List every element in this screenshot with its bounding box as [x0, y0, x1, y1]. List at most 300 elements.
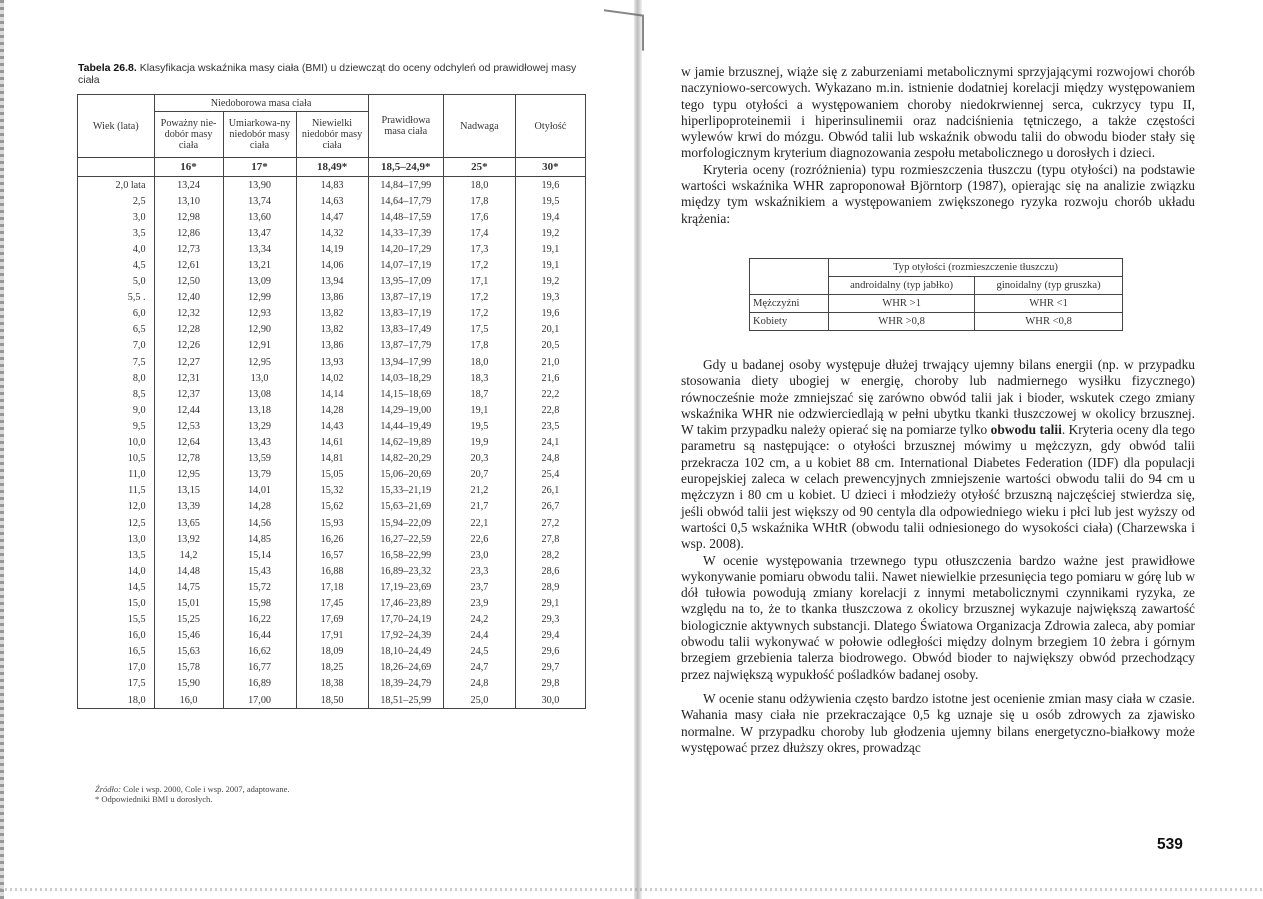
table-cell: 17,91: [296, 628, 368, 644]
table-cell: 13,34: [223, 241, 296, 257]
table-cell: 22,8: [515, 402, 585, 418]
table-cell: 15,98: [223, 595, 296, 611]
table-row: [78, 402, 586, 418]
header-overweight: Nadwaga: [444, 95, 516, 158]
table-cell: 15,05: [296, 467, 368, 483]
table-cell: 15,14: [223, 547, 296, 563]
table-cell: 14,83: [296, 177, 368, 194]
table-cell: 14,33–17,39: [368, 225, 444, 241]
table-cell: 29,6: [515, 644, 585, 660]
table-cell: 12,31: [154, 370, 223, 386]
table-cell: 13,59: [223, 451, 296, 467]
table-cell: 14,48–17,59: [368, 209, 444, 225]
table-cell: 14,15–18,69: [368, 386, 444, 402]
table-row: [78, 579, 586, 595]
table-cell: 18,10–24,49: [368, 644, 444, 660]
table-cell: 13,0: [223, 370, 296, 386]
table-cell: 14,75: [154, 579, 223, 595]
table-cell: 13,86: [296, 290, 368, 306]
table-cell: 17,5: [78, 676, 155, 692]
source-text: Cole i wsp. 2000, Cole i wsp. 2007, adaptowane.: [123, 784, 290, 794]
table-cell: 13,87–17,19: [368, 290, 444, 306]
table-cell: 15,25: [154, 612, 223, 628]
table-cell: 12,26: [154, 338, 223, 354]
table-cell: 13,5: [78, 547, 155, 563]
table-cell: 12,5: [78, 515, 155, 531]
table-cell: 14,63: [296, 193, 368, 209]
table-cell: 29,4: [515, 628, 585, 644]
table-cell: 15,63: [154, 644, 223, 660]
table-cell: 17,45: [296, 595, 368, 611]
table-cell: 15,01: [154, 595, 223, 611]
table-cell: 14,47: [296, 209, 368, 225]
table-cell: 14,06: [296, 257, 368, 273]
table-cell: 17,18: [296, 579, 368, 595]
table-cell: 2,0 lata: [78, 177, 155, 194]
table-caption-label: Tabela 26.8.: [78, 62, 137, 74]
table-cell: 14,62–19,89: [368, 435, 444, 451]
table-row: [78, 612, 586, 628]
table-cell: 8,5: [78, 386, 155, 402]
table-cell: 13,83–17,49: [368, 322, 444, 338]
table-cell: 20,5: [515, 338, 585, 354]
table-cell: 24,7: [444, 660, 516, 676]
table-cell: 12,50: [154, 274, 223, 290]
table-cell: 18,25: [296, 660, 368, 676]
table-cell: 14,61: [296, 435, 368, 451]
table-cell: 17,8: [444, 338, 516, 354]
table-cell: 18,7: [444, 386, 516, 402]
asterisk-note: * Odpowiedniki BMI u dorosłych.: [95, 794, 213, 804]
table-cell: 15,63–21,69: [368, 499, 444, 515]
table-cell: 17,19–23,69: [368, 579, 444, 595]
table-cell: 21,7: [444, 499, 516, 515]
table-cell: 14,84–17,99: [368, 177, 444, 194]
header-severe: Poważny nie-dobór masy ciała: [154, 112, 223, 158]
table-cell: 13,83–17,19: [368, 306, 444, 322]
table-cell: 13,10: [154, 193, 223, 209]
scan-bottom-edge: [0, 888, 1263, 891]
table-cell: 19,2: [515, 274, 585, 290]
table-cell: 12,64: [154, 435, 223, 451]
table-cell: 13,93: [296, 354, 368, 370]
table-cell: 19,2: [515, 225, 585, 241]
table-row: [78, 499, 586, 515]
table-cell: 19,3: [515, 290, 585, 306]
table-cell: 24,2: [444, 612, 516, 628]
right-text-top: [681, 64, 1195, 227]
table-cell: 14,20–17,29: [368, 241, 444, 257]
table-cell: 15,72: [223, 579, 296, 595]
table-cell: 29,7: [515, 660, 585, 676]
table-cell: 17,3: [444, 241, 516, 257]
table-cell: 14,0: [78, 563, 155, 579]
table-cell: 26,1: [515, 483, 585, 499]
paragraph-3: [681, 357, 1195, 553]
table-cell: 13,90: [223, 177, 296, 194]
table-cell: 13,43: [223, 435, 296, 451]
table-cell: 13,95–17,09: [368, 274, 444, 290]
table-cell: 22,2: [515, 386, 585, 402]
whr-android: androidalny (typ jabłko): [829, 277, 975, 295]
table-cell: 16,27–22,59: [368, 531, 444, 547]
paragraph-1: w jamie brzusznej, wiąże się z zaburzeniami metabolicznymi sprzyjającymi rozwojowi chorób naczyniowo-sercowych. Wykazano m.in. istnienie dodatniej korelacji między występowaniem tego typu otyłości a występowaniem choroby niedokrwiennej serca, cukrzycy typu II, hiperlipoproteinemii i hiperinsulinemii oraz nadciśnienia tętniczego, a także częstości wylewów krwi do mózgu. Obwód talii lub wskaźnik obwodu talii do obwodu bioder stały się morfologicznym kryterium diagnozowania zespołu metabolicznego u dorosłych i dzieci.: [681, 64, 1195, 161]
cutoff-age: [78, 158, 155, 177]
table-cell: 13,08: [223, 386, 296, 402]
table-cell: 28,2: [515, 547, 585, 563]
table-cell: 9,0: [78, 402, 155, 418]
table-cell: 14,28: [223, 499, 296, 515]
table-cell: 19,6: [515, 177, 585, 194]
table-cell: 18,26–24,69: [368, 660, 444, 676]
table-cell: 12,32: [154, 306, 223, 322]
table-cell: 18,50: [296, 692, 368, 709]
table-cell: 14,5: [78, 579, 155, 595]
table-cell: 20,1: [515, 322, 585, 338]
table-cell: 21,6: [515, 370, 585, 386]
whr-row-label: Mężczyźni: [750, 295, 829, 313]
table-cell: 14,02: [296, 370, 368, 386]
table-cell: 12,28: [154, 322, 223, 338]
table-cell: 19,6: [515, 306, 585, 322]
table-cell: 14,43: [296, 418, 368, 434]
table-row: [78, 467, 586, 483]
table-cell: 18,39–24,79: [368, 676, 444, 692]
table-cell: 2,5: [78, 193, 155, 209]
whr-cell: WHR >1: [829, 295, 975, 313]
table-cell: 17,1: [444, 274, 516, 290]
whr-header: Typ otyłości (rozmieszczenie tłuszczu): [829, 259, 1123, 277]
bmi-table-body: [78, 177, 586, 709]
table-cell: 24,4: [444, 628, 516, 644]
table-cell: 19,1: [515, 241, 585, 257]
table-cell: 17,2: [444, 290, 516, 306]
whr-cell: WHR <1: [975, 295, 1123, 313]
table-cell: 13,79: [223, 467, 296, 483]
table-cell: 23,0: [444, 547, 516, 563]
table-cell: 20,3: [444, 451, 516, 467]
table-row: [78, 193, 586, 209]
table-cell: 14,14: [296, 386, 368, 402]
table-row: [78, 644, 586, 660]
table-cell: 18,09: [296, 644, 368, 660]
table-cell: 15,32: [296, 483, 368, 499]
table-row: [78, 547, 586, 563]
table-cell: 16,58–22,99: [368, 547, 444, 563]
whr-row-label: Kobiety: [750, 313, 829, 331]
table-cell: 29,1: [515, 595, 585, 611]
table-cell: 10,5: [78, 451, 155, 467]
table-row: [78, 418, 586, 434]
table-cell: 11,0: [78, 467, 155, 483]
table-cell: 17,70–24,19: [368, 612, 444, 628]
right-text-bottom: [681, 357, 1195, 756]
table-row: [78, 692, 586, 709]
table-cell: 5,0: [78, 274, 155, 290]
table-row: [78, 563, 586, 579]
table-row: [78, 177, 586, 194]
table-row: [78, 451, 586, 467]
header-normal: Prawidłowa masa ciała: [368, 95, 444, 158]
table-cell: 25,4: [515, 467, 585, 483]
table-cell: 23,7: [444, 579, 516, 595]
page-number: 539: [1157, 836, 1183, 853]
table-cell: 16,89: [223, 676, 296, 692]
table-cell: 18,3: [444, 370, 516, 386]
header-moderate: Umiarkowa-ny niedobór masy ciała: [223, 112, 296, 158]
table-cell: 12,78: [154, 451, 223, 467]
table-cell: 7,5: [78, 354, 155, 370]
table-cell: 9,5: [78, 418, 155, 434]
table-cell: 14,03–18,29: [368, 370, 444, 386]
table-cell: 13,60: [223, 209, 296, 225]
table-cell: 14,56: [223, 515, 296, 531]
whr-cell: WHR >0,8: [829, 313, 975, 331]
table-cell: 15,78: [154, 660, 223, 676]
table-cell: 12,86: [154, 225, 223, 241]
table-cell: 23,9: [444, 595, 516, 611]
table-cell: 17,6: [444, 209, 516, 225]
table-cell: 14,85: [223, 531, 296, 547]
table-cell: 13,94: [296, 274, 368, 290]
table-cell: 15,94–22,09: [368, 515, 444, 531]
table-cell: 16,22: [223, 612, 296, 628]
cutoff-normal: 18,5–24,9*: [368, 158, 444, 177]
table-cell: 15,5: [78, 612, 155, 628]
table-cell: 12,27: [154, 354, 223, 370]
table-cell: 13,92: [154, 531, 223, 547]
table-cell: 18,0: [78, 692, 155, 709]
paragraph-3-bold: obwodu talii: [990, 422, 1062, 438]
table-cell: 27,8: [515, 531, 585, 547]
cutoff-obesity: 30*: [515, 158, 585, 177]
table-cell: 3,0: [78, 209, 155, 225]
header-age: Wiek (lata): [78, 95, 155, 158]
table-cell: 24,8: [444, 676, 516, 692]
table-row: [78, 660, 586, 676]
table-row: [78, 257, 586, 273]
table-cell: 16,88: [296, 563, 368, 579]
table-cell: 17,69: [296, 612, 368, 628]
table-cell: 12,99: [223, 290, 296, 306]
paragraph-3-end: . Kryteria oceny dla tego parametru są następujące: o otyłości brzusznej mówimy u mężczyzn, gdy obwód talii przekracza 102 cm, a u kobiet 88 cm. International Diabetes Federation (IDF) dla populacji europejskiej zaleca w celach prewencyjnych zmniejszenie wartości obwodu talii do 94 cm u mężczyzn i 80 cm u kobiet. U dzieci i młodzieży otyłość brzuszną najczęściej stwierdza się, jeśli obwód talii jest większy od 90 centyla dla odpowiedniego wieku i płci lub jest wyższy od wartości 0,5 wskaźnika WHtR (obwodu talii odniesionego do wysokości ciała) (Charzewska i wsp. 2008).: [681, 422, 1195, 552]
table-row: [78, 338, 586, 354]
table-cell: 15,0: [78, 595, 155, 611]
table-cell: 10,0: [78, 435, 155, 451]
table-cell: 13,15: [154, 483, 223, 499]
table-cell: 18,0: [444, 177, 516, 194]
cutoff-severe: 16*: [154, 158, 223, 177]
table-cell: 13,39: [154, 499, 223, 515]
table-cell: 21,0: [515, 354, 585, 370]
table-caption-text: Klasyfikacja wskaźnika masy ciała (BMI) u dziewcząt do oceny odchyleń od prawidłowej masy ciała: [78, 62, 577, 86]
table-cell: 16,44: [223, 628, 296, 644]
table-cell: 19,1: [444, 402, 516, 418]
table-cell: 4,0: [78, 241, 155, 257]
table-cell: 14,2: [154, 547, 223, 563]
source-note: [95, 784, 290, 794]
table-cell: 16,62: [223, 644, 296, 660]
table-cell: 22,1: [444, 515, 516, 531]
table-cell: 19,5: [515, 193, 585, 209]
source-label: Źródło:: [95, 784, 121, 794]
table-cell: 13,0: [78, 531, 155, 547]
table-cell: 6,5: [78, 322, 155, 338]
table-row: [78, 676, 586, 692]
table-cell: 17,2: [444, 306, 516, 322]
whr-empty-corner: [750, 259, 829, 295]
table-row: [78, 515, 586, 531]
table-row: [78, 241, 586, 257]
table-row: [78, 595, 586, 611]
table-cell: 13,74: [223, 193, 296, 209]
table-cell: 13,82: [296, 306, 368, 322]
table-cell: 23,5: [515, 418, 585, 434]
table-cell: 13,21: [223, 257, 296, 273]
table-cell: 29,3: [515, 612, 585, 628]
table-cell: 17,0: [78, 660, 155, 676]
table-cell: 14,32: [296, 225, 368, 241]
table-cell: 13,47: [223, 225, 296, 241]
table-cell: 17,00: [223, 692, 296, 709]
table-cell: 12,40: [154, 290, 223, 306]
table-cell: 13,86: [296, 338, 368, 354]
table-row: [78, 209, 586, 225]
table-cell: 16,89–23,32: [368, 563, 444, 579]
table-cell: 12,93: [223, 306, 296, 322]
table-cell: 13,94–17,99: [368, 354, 444, 370]
table-cell: 26,7: [515, 499, 585, 515]
table-cell: 28,9: [515, 579, 585, 595]
table-cell: 19,5: [444, 418, 516, 434]
table-caption: [78, 62, 598, 86]
table-cell: 15,93: [296, 515, 368, 531]
table-cell: 13,65: [154, 515, 223, 531]
table-cell: 13,29: [223, 418, 296, 434]
table-cell: 15,43: [223, 563, 296, 579]
table-row: [78, 274, 586, 290]
table-cell: 21,2: [444, 483, 516, 499]
table-cell: 12,53: [154, 418, 223, 434]
table-row: [78, 435, 586, 451]
paragraph-4: W ocenie występowania trzewnego typu otłuszczenia bardzo ważne jest prawidłowe wykonywanie pomiaru obwodu talii. Nawet niewielkie przesunięcia tego pomiaru w górę lub w dół tułowia powodują zmiany korelacji z innymi metabolicznymi czynnikami ryzyka, ze względu na to, że to tkanka tłuszczowa z okolicy brzusznej wykazuje największą zawartość biologicznie aktywnych substancji. Dlatego Światowa Organizacja Zdrowia zaleca, aby pomiar obwodu talii wykonywać w połowie odległości między dolnym brzegiem 10 żebra i górnym brzegiem grzebienia talerza biodrowego. Obwód bioder to największy obwód przechodzący przez największą wypukłość pośladków badanej osoby.: [681, 552, 1195, 682]
table-row: [78, 370, 586, 386]
table-cell: 24,5: [444, 644, 516, 660]
table-cell: 14,82–20,29: [368, 451, 444, 467]
table-cell: 12,0: [78, 499, 155, 515]
table-cell: 12,44: [154, 402, 223, 418]
header-obesity: Otyłość: [515, 95, 585, 158]
cutoff-moderate: 17*: [223, 158, 296, 177]
cutoff-overweight: 25*: [444, 158, 516, 177]
table-cell: 24,8: [515, 451, 585, 467]
table-row: [78, 306, 586, 322]
table-cell: 12,91: [223, 338, 296, 354]
table-row: [78, 628, 586, 644]
table-cell: 19,9: [444, 435, 516, 451]
table-cell: 14,19: [296, 241, 368, 257]
table-cell: 24,1: [515, 435, 585, 451]
header-mild: Niewielki niedobór masy ciała: [296, 112, 368, 158]
table-cell: 14,28: [296, 402, 368, 418]
table-cell: 3,5: [78, 225, 155, 241]
table-cell: 18,0: [444, 354, 516, 370]
table-cell: 15,33–21,19: [368, 483, 444, 499]
table-row: [78, 290, 586, 306]
paragraph-3-start: Gdy u badanej osoby występuje dłużej trwający ujemny bilans energii (np. w przypadku stosowania diety ubogiej w energię, choroby lub nadmiernego wysiłku fizycznego) równocześnie może zmniejszać się zarówno obwód talii jak i bioder, wskutek czego zmiany wskaźnika WHR nie odzwierciedlają w pełni ubytku tkanki tłuszczowej w okolicy brzusznej. W takim przypadku należy opierać się na pomiarze tylko: [681, 357, 1195, 438]
table-cell: 23,3: [444, 563, 516, 579]
whr-table: [749, 258, 1123, 331]
table-row: [78, 354, 586, 370]
table-cell: 12,73: [154, 241, 223, 257]
whr-gynoid: ginoidalny (typ gruszka): [975, 277, 1123, 295]
table-cell: 14,81: [296, 451, 368, 467]
table-cell: 29,8: [515, 676, 585, 692]
table-cell: 14,64–17,79: [368, 193, 444, 209]
table-cell: 14,48: [154, 563, 223, 579]
table-cell: 12,37: [154, 386, 223, 402]
cutoff-mild: 18,49*: [296, 158, 368, 177]
table-cell: 20,7: [444, 467, 516, 483]
table-cell: 14,01: [223, 483, 296, 499]
scan-edge-shadow: [0, 0, 4, 899]
table-cell: 15,06–20,69: [368, 467, 444, 483]
table-cell: 16,0: [78, 628, 155, 644]
table-cell: 13,09: [223, 274, 296, 290]
table-cell: 13,24: [154, 177, 223, 194]
table-cell: 15,62: [296, 499, 368, 515]
table-cell: 15,90: [154, 676, 223, 692]
table-cell: 13,87–17,79: [368, 338, 444, 354]
table-cell: 12,90: [223, 322, 296, 338]
table-row: [78, 531, 586, 547]
table-footnotes: [95, 784, 290, 804]
table-cell: 18,38: [296, 676, 368, 692]
table-cell: 19,1: [515, 257, 585, 273]
table-cell: 5,5 .: [78, 290, 155, 306]
table-cell: 12,95: [154, 467, 223, 483]
table-cell: 14,29–19,00: [368, 402, 444, 418]
table-cell: 7,0: [78, 338, 155, 354]
table-cell: 28,6: [515, 563, 585, 579]
paragraph-5: W ocenie stanu odżywienia często bardzo istotne jest ocenienie zmian masy ciała w czasie. Wahania masy ciała nie przekraczające 0,5 kg uznaje się u osób zdrowych za zjawisko normalne. W przypadku choroby lub głodzenia ujemny bilans energetyczno-białkowy może występować przez dłuższy okres, prowadząc: [681, 690, 1195, 755]
bmi-classification-table: [77, 94, 586, 709]
table-cell: 4,5: [78, 257, 155, 273]
table-cell: 16,57: [296, 547, 368, 563]
table-cell: 11,5: [78, 483, 155, 499]
table-cell: 13,82: [296, 322, 368, 338]
whr-cell: WHR <0,8: [975, 313, 1123, 331]
table-cell: 18,51–25,99: [368, 692, 444, 709]
table-cell: 12,95: [223, 354, 296, 370]
table-row: [78, 483, 586, 499]
table-cell: 19,4: [515, 209, 585, 225]
table-cell: 16,77: [223, 660, 296, 676]
table-cell: 17,5: [444, 322, 516, 338]
header-underweight-group: Niedoborowa masa ciała: [154, 95, 368, 112]
table-cell: 16,0: [154, 692, 223, 709]
table-cell: 17,46–23,89: [368, 595, 444, 611]
table-cell: 12,98: [154, 209, 223, 225]
table-cell: 17,92–24,39: [368, 628, 444, 644]
table-cell: 15,46: [154, 628, 223, 644]
table-row: [78, 225, 586, 241]
table-cell: 6,0: [78, 306, 155, 322]
table-row: [78, 386, 586, 402]
book-gutter: [634, 0, 642, 899]
table-cell: 12,61: [154, 257, 223, 273]
table-cell: 14,44–19,49: [368, 418, 444, 434]
